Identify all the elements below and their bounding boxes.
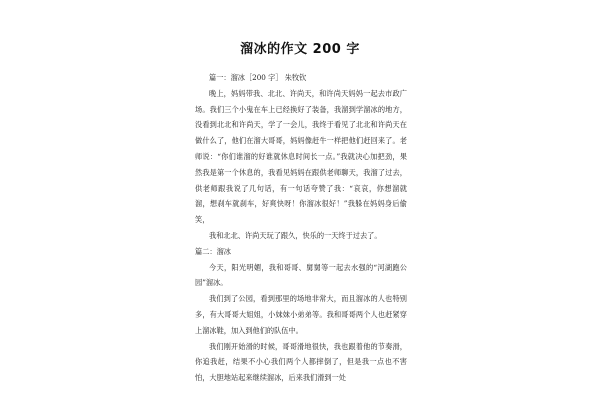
document-title: 溜冰的作文 200 字: [240, 42, 360, 57]
document-body: [195, 70, 407, 386]
paragraph: 我和北北、许尚天玩了跟久，快乐的一天终于过去了。: [209, 230, 382, 240]
paragraph: 我们刚开始滑的时候，哥哥滑地很快，我也跟着他的节奏滑，你追我赶，结果不小心我们两个人都摔倒了，但是我一点也不害怕，大胆地站起来继续溜冰，后来我们滑到一处: [195, 341, 407, 383]
paragraph: 晚上，妈妈带我、北北、许尚天，和许尚天妈妈一起去市政广场。我们三个小鬼在车上已经换好了装备，我溜到学溜冰的地方，没看到北北和许尚天，学了一会儿，我终于看见了北北和许尚天在做什么了，他们在溜大哥哥，妈妈像赶牛一样把他们赶回来了。老师说：“你们谁溜的好谁就休息时间长一点。”我就决心加把劲，果然我是第一个休息的，我看见妈妈在跟供老师聊天，我溜了过去，供老师跟我说了几句话，有一句话夸赞了我：“哀哀，你想溜就溜，想刹车就刹车，好爽快呀！你溜冰很好！”我躲在妈妈身后偷笑，: [195, 88, 407, 225]
section-heading-2: 篇二：溜冰: [195, 246, 231, 256]
paragraph: 我们到了公园，看到那里的场地非常大，而且溜冰的人也特别多，有大哥哥大姐姐，小妹妹小弟弟等。我和哥哥两个人也赶紧穿上溜冰鞋，加入到他们的队伍中。: [195, 294, 407, 335]
section-heading-1: 篇一：溜冰［200 字］ 朱牧钦: [209, 73, 307, 82]
paragraph: 今天，阳光明媚，我和哥哥、舅舅等一起去水强的“河湖跑公园”溜冰。: [195, 262, 407, 288]
